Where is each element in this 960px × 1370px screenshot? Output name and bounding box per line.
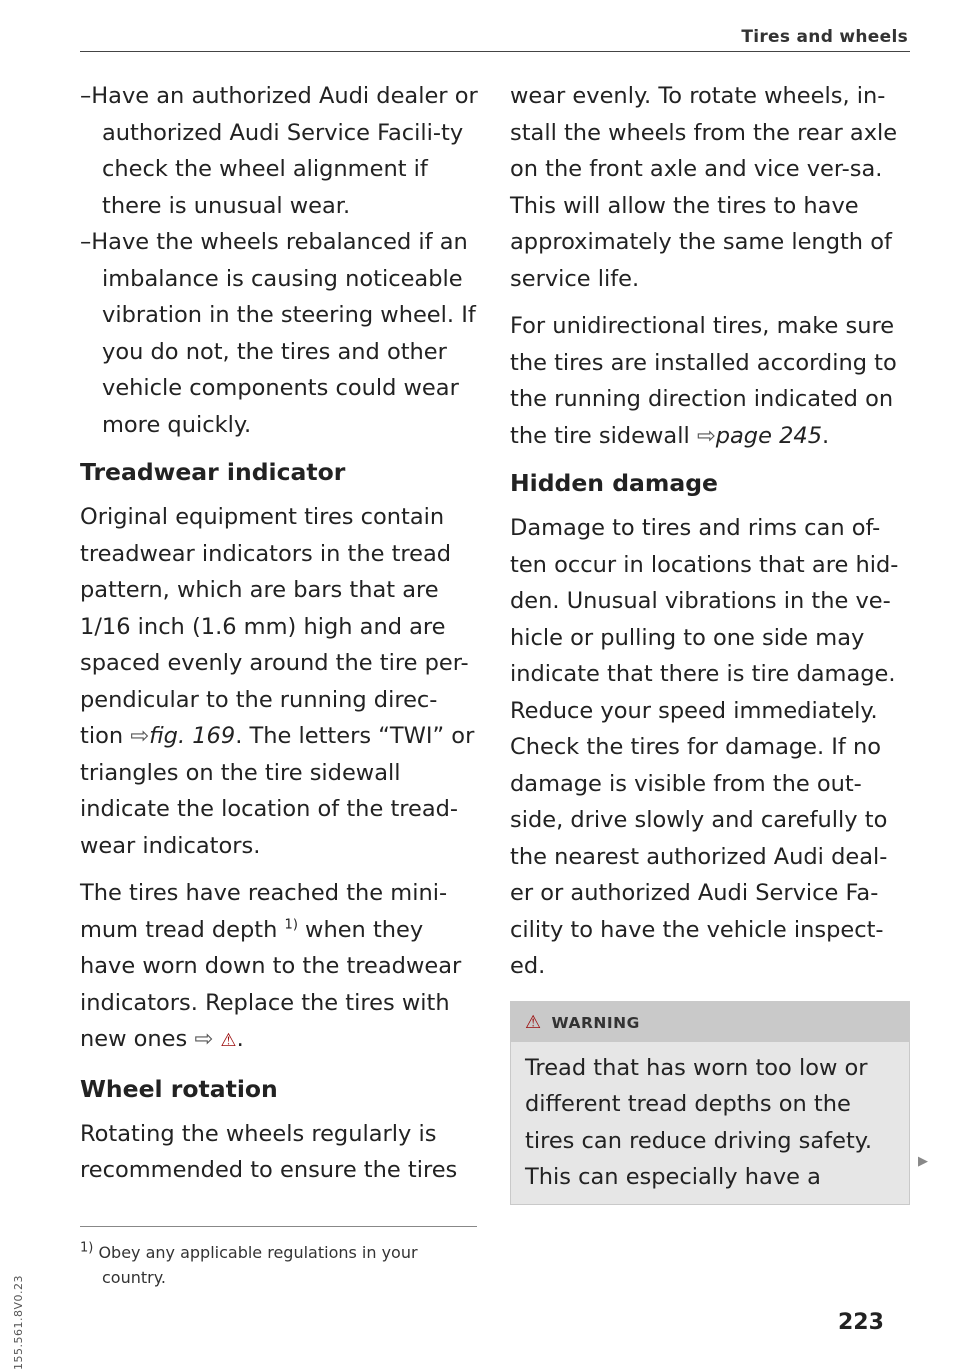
paragraph-hidden-damage: Damage to tires and rims can of-ten occur in locations that are hid-den. Unusual vibrations in the ve-hicle or pulling to one side may indicate that there is tire damage. Reduce your speed immediately. Check the tires for damage. If no damage is visible from the out-side, drive slowly and carefully to the nearest authorized Audi deal-er or authorized Audi Service Fa-cility to have the vehicle inspect-ed. <box>510 515 899 979</box>
footnote <box>80 1240 480 1290</box>
header-rule <box>80 51 910 52</box>
warning-text: Tread that has worn too low or different tread depths on the tires can reduce driving safety. This can especially have a <box>525 1054 873 1190</box>
paragraph-treadwear-2: The tires have reached the mini-mum tread depth $^{1)}$ when they have worn down to the treadwear indicators. Replace the tires with new ones ⇨ ⚠. <box>80 880 462 1052</box>
bullet-wheel-alignment: –Have an authorized Audi dealer or authorized Audi Service Facili-ty check the wheel alignment if there is unusual wear. <box>80 83 478 219</box>
heading-treadwear: Treadwear indicator <box>80 458 346 486</box>
footnote-line-1: $^{1)}$ Obey any applicable regulations in your <box>80 1240 418 1262</box>
footnote-marker: 1) <box>284 917 298 932</box>
arrow-right-icon: ⇨ <box>194 1026 214 1052</box>
page-reference-link[interactable]: page 245 <box>715 422 823 449</box>
arrow-right-icon: ⇨ <box>696 422 716 449</box>
warning-label: WARNING <box>551 1013 640 1032</box>
bullet-rebalance: –Have the wheels rebalanced if an imbalance is causing noticeable vibration in the steering wheel. If you do not, the tires and other vehicle components could wear more quickly. <box>80 229 476 438</box>
footnote-line-2: country. <box>102 1268 166 1287</box>
document-code: 155.561.8V0.23 <box>12 1275 25 1370</box>
figure-reference-link[interactable]: fig. 169 <box>149 723 236 749</box>
left-column <box>80 78 480 1200</box>
heading-wheel-rotation: Wheel rotation <box>80 1074 278 1103</box>
right-column <box>510 78 910 1205</box>
paragraph-rotation-1: Rotating the wheels regularly is recommended to ensure the tires <box>80 1120 458 1183</box>
paragraph-treadwear-1: Original equipment tires contain treadwear indicators in the tread pattern, which are bars that are 1/16 inch (1.6 mm) high and are spaced evenly around the tire per-pendicular to the running direc-tion ⇨fig. 169. The letters “TWI” or triangles on the tire sidewall indicate the location of the tread-wear indicators. <box>80 504 475 859</box>
paragraph-unidirectional: For unidirectional tires, make sure the tires are installed according to the running direction indicated on the tire sidewall ⇨page 245. <box>510 313 897 449</box>
footnote-rule <box>80 1226 477 1227</box>
heading-hidden-damage: Hidden damage <box>510 469 719 497</box>
page-number: 223 <box>838 1310 884 1335</box>
paragraph-rotation-2: wear evenly. To rotate wheels, in-stall the wheels from the rear axle on the front axle and vice ver-sa. This will allow the tires to have approximately the same length of service life. <box>510 83 898 292</box>
arrow-right-icon: ⇨ <box>130 723 150 749</box>
warning-reference-icon[interactable]: ⚠ <box>220 1030 237 1051</box>
warning-header <box>511 1002 909 1042</box>
continue-arrow-icon: ▶ <box>918 1154 928 1169</box>
warning-box <box>510 1001 910 1205</box>
footnote-number: 1) <box>80 1240 94 1256</box>
warning-triangle-icon: ⚠ <box>525 1011 542 1033</box>
section-header: Tires and wheels <box>741 27 908 47</box>
